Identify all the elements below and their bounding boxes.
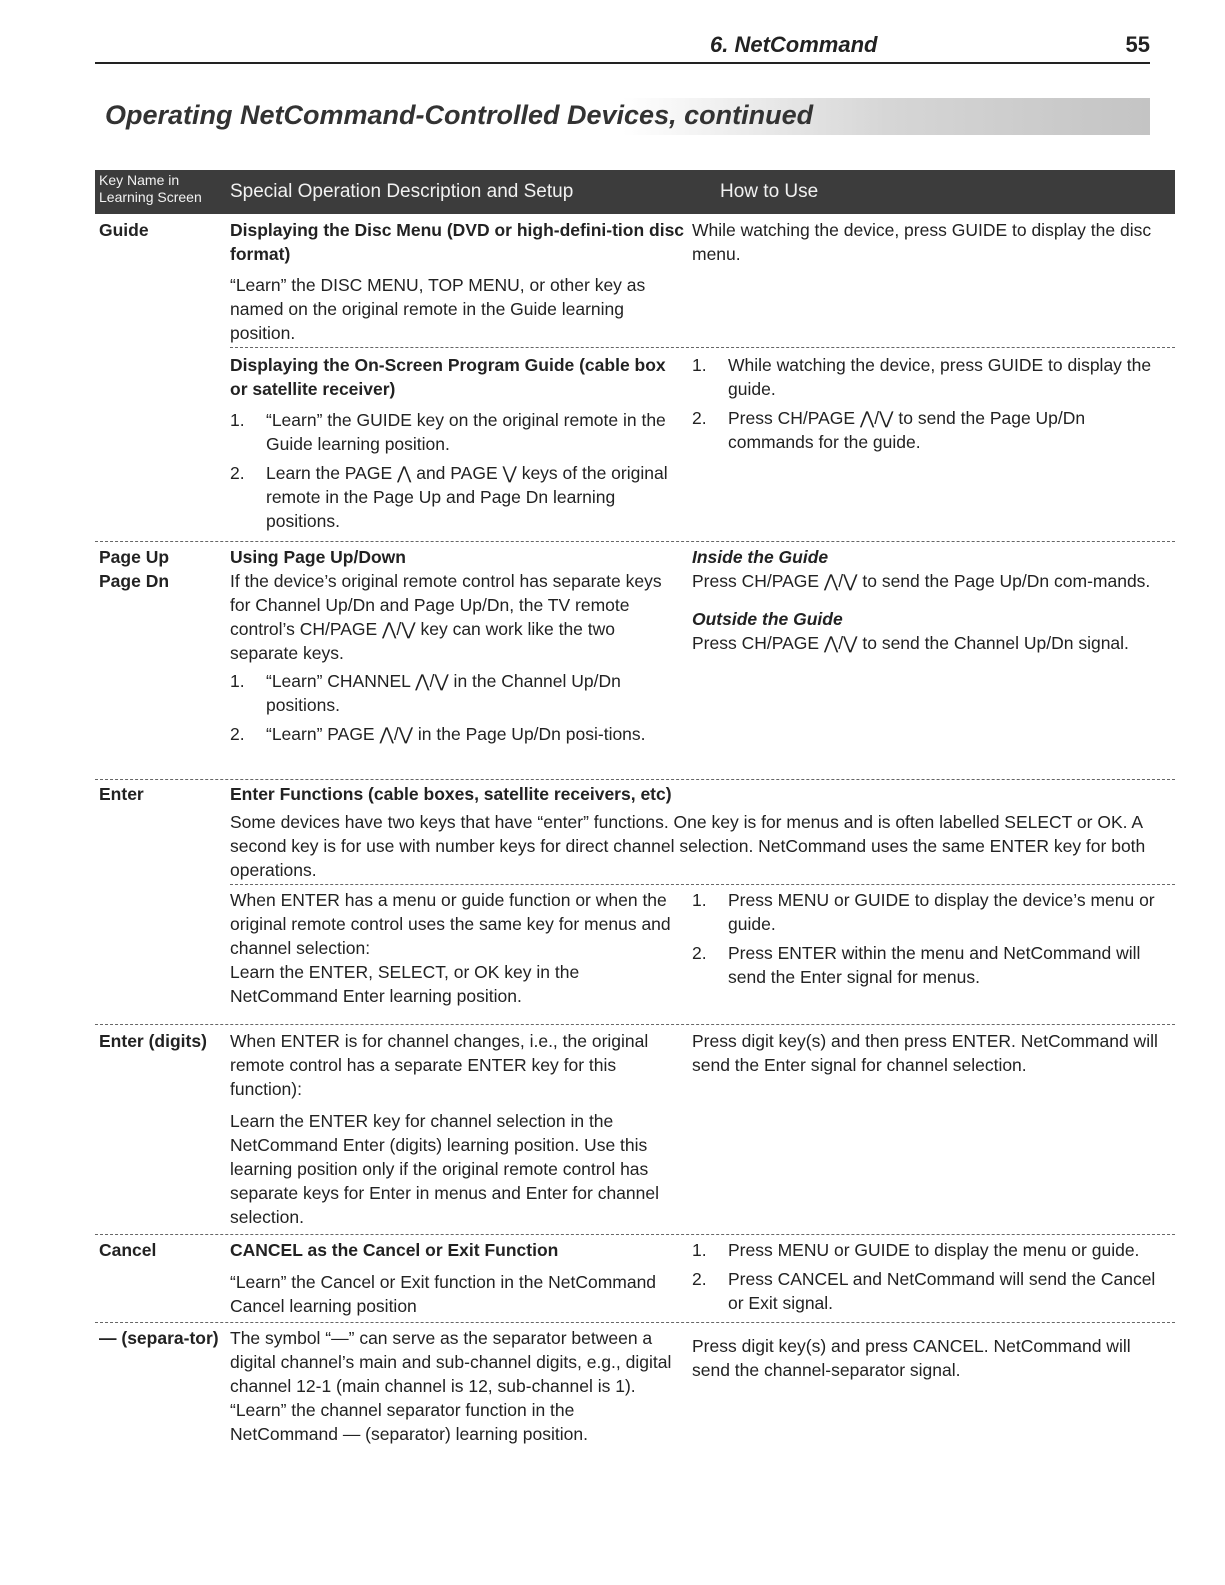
page-how [692,545,1162,655]
divider [95,541,1175,542]
list-item: 2. Press ENTER within the menu and NetCommand will send the Enter signal for menus. [692,943,1141,987]
section-title: Operating NetCommand-Controlled Devices, continued [105,100,814,130]
guide-disc-desc [230,218,686,345]
enter-desc [230,888,686,1008]
list-item: 1. “Learn” CHANNEL ⋀/⋁ in the Channel Up/Dn positions. [230,671,621,715]
guide-program-desc [230,353,686,533]
separator-desc [230,1326,686,1446]
enter-intro-text: Some devices have two keys that have “enter” functions. One key is for menus and is often labelled SELECT or OK. A second key is for use with number keys for direct channel selection. NetCommand uses the same ENTER key for both operations. [230,812,1146,880]
enter-heading: Enter Functions (cable boxes, satellite receivers, etc) [230,784,672,804]
separator-how: Press digit key(s) and press CANCEL. NetCommand will send the channel-separator signal. [692,1336,1131,1380]
key-cancel: Cancel [99,1240,157,1260]
divider [230,884,1175,885]
enter-how [692,888,1162,989]
guide-disc-heading: Displaying the Disc Menu (DVD or high-defini-tion disc format) [230,220,685,264]
separator-text2: “Learn” the channel separator function in the NetCommand — (separator) learning position. [230,1400,588,1444]
guide-program-heading: Displaying the On-Screen Program Guide (cable box or satellite receiver) [230,355,666,399]
cancel-how [692,1238,1162,1315]
guide-disc-how: While watching the device, press GUIDE to display the disc menu. [692,220,1152,264]
enter-digits-text2: Learn the ENTER key for channel selection in the NetCommand Enter (digits) learning position. Use this learning position only if the original remote control has separate keys for Enter in menus and Enter for channel selection. [230,1111,659,1227]
col-description: Special Operation Description and Setup [230,181,574,202]
chapter-title: 6. NetCommand [710,32,878,57]
key-enter-digits: Enter (digits) [99,1031,207,1051]
divider [95,1024,1175,1025]
page-desc [230,545,686,746]
key-enter: Enter [99,784,144,804]
cancel-desc [230,1238,686,1318]
list-item: 2. Press CANCEL and NetCommand will send the Cancel or Exit signal. [692,1269,1156,1313]
enter-digits-text1: When ENTER is for channel changes, i.e., the original remote control has a separate ENTER key for this function): [230,1031,649,1099]
guide-disc-text: “Learn” the DISC MENU, TOP MENU, or other key as named on the original remote in the Guide learning position. [230,275,646,343]
divider [95,1234,1175,1235]
list-item: 1. Press MENU or GUIDE to display the device’s menu or guide. [692,890,1155,934]
enter-text1: When ENTER has a menu or guide function or when the original remote control uses the same key for menus and channel selection: [230,890,671,958]
page-header [95,30,1150,64]
guide-program-how [692,353,1162,454]
divider [95,779,1175,780]
list-item: 2. “Learn” PAGE ⋀/⋁ in the Page Up/Dn posi-tions. [230,724,646,744]
list-item: 1. While watching the device, press GUIDE to display the guide. [692,355,1152,399]
outside-guide-heading: Outside the Guide [692,609,843,629]
key-separator: — (separa-tor) [99,1328,219,1348]
list-item: 1. “Learn” the GUIDE key on the original remote in the Guide learning position. [230,410,666,454]
key-guide: Guide [99,220,149,240]
inside-guide-text: Press CH/PAGE ⋀/⋁ to send the Page Up/Dn com-mands. [692,571,1151,591]
enter-intro [230,782,1165,882]
enter-digits-desc [230,1029,686,1229]
enter-digits-how: Press digit key(s) and then press ENTER. NetCommand will send the Enter signal for channel selection. [692,1031,1158,1075]
inside-guide-heading: Inside the Guide [692,547,829,567]
enter-text2: Learn the ENTER, SELECT, or OK key in the NetCommand Enter learning position. [230,962,580,1006]
table-header [95,170,1175,214]
outside-guide-text: Press CH/PAGE ⋀/⋁ to send the Channel Up/Dn signal. [692,633,1129,653]
separator-text1: The symbol “—” can serve as the separator between a digital channel’s main and sub-channel digits, e.g., digital channel 12-1 (main channel is 12, sub-channel is 1). [230,1328,672,1396]
cancel-heading: CANCEL as the Cancel or Exit Function [230,1240,559,1260]
key-page-up-dn: Page Up Page Dn [99,547,170,591]
cancel-text: “Learn” the Cancel or Exit function in the NetCommand Cancel learning position [230,1272,657,1316]
page-text: If the device’s original remote control has separate keys for Channel Up/Dn and Page Up/Dn, the TV remote control’s CH/PAGE ⋀/⋁ key can work like the two separate keys. [230,571,662,663]
list-item: 1. Press MENU or GUIDE to display the menu or guide. [692,1240,1140,1260]
col-how-to-use: How to Use [720,181,819,202]
section-banner [95,98,1150,135]
list-item: 2. Learn the PAGE ⋀ and PAGE ⋁ keys of the original remote in the Page Up and Page Dn learning positions. [230,463,668,531]
divider [95,1322,1175,1323]
col-key-name: Key Name in Learning Screen [99,172,202,205]
page-heading: Using Page Up/Down [230,547,406,567]
page-number: 55 [1125,32,1150,57]
list-item: 2. Press CH/PAGE ⋀/⋁ to send the Page Up/Dn commands for the guide. [692,408,1086,452]
divider [230,347,1175,348]
